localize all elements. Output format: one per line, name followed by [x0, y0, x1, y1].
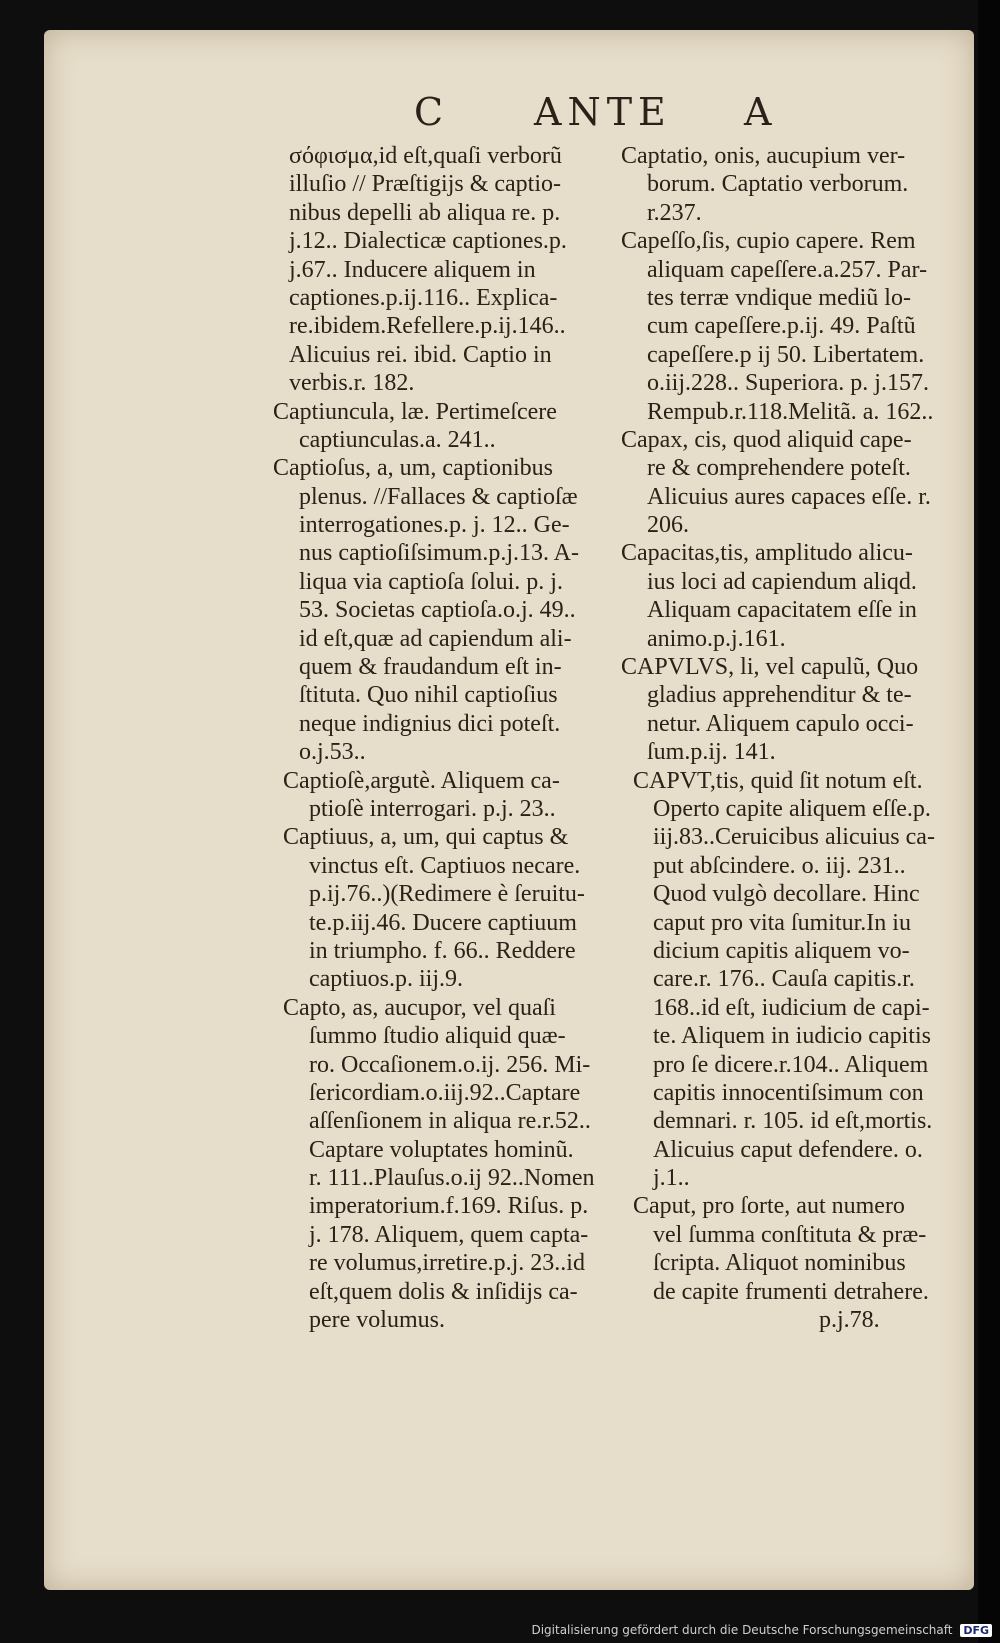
- text-line: Rempub.r.118.Melitã. a. 162..: [647, 398, 934, 425]
- text-line: p.ij.76..)(Redimere è ſeruitu-: [309, 881, 585, 908]
- text-line: re & comprehendere poteſt.: [647, 455, 911, 482]
- text-line: Aliquam capacitatem eſſe in: [647, 597, 917, 624]
- text-line: illuſio // Præſtigijs & captio-: [289, 171, 562, 198]
- text-line: ſericordiam.o.iij.92..Captare: [309, 1079, 581, 1106]
- running-head-left: C: [414, 90, 450, 134]
- text-line: gladius apprehenditur & te-: [647, 682, 912, 709]
- text-line: ſtituta. Quo nihil captioſius: [299, 682, 558, 709]
- text-line: o.j.53..: [299, 739, 366, 766]
- text-line: caput pro vita ſumitur.In iu: [653, 909, 911, 936]
- text-line: id eſt,quæ ad capiendum ali-: [299, 625, 572, 652]
- text-line: borum. Captatio verborum.: [647, 171, 909, 198]
- text-line: Caput, pro ſorte, aut numero: [633, 1193, 905, 1220]
- text-line: Captiuncula, læ. Pertimeſcere: [273, 398, 557, 425]
- text-line: nus captioſiſsimum.p.j.13. A-: [299, 540, 579, 567]
- text-line: ſum.p.ij. 141.: [647, 739, 776, 766]
- book-spine-edge: [978, 0, 1000, 1643]
- text-line: Capto, as, aucupor, vel quaſi: [283, 994, 556, 1021]
- text-line: Quod vulgò decollare. Hinc: [653, 881, 920, 908]
- text-line: nibus depelli ab aliqua re. p.: [289, 199, 561, 226]
- running-head-right: A: [744, 90, 778, 134]
- text-line: liqua via captioſa ſolui. p. j.: [299, 568, 563, 595]
- text-line: capitis innocentiſsimum con: [653, 1079, 924, 1106]
- text-line: re.ibidem.Refellere.p.ij.146..: [289, 313, 566, 340]
- text-line: captiones.p.ij.116.. Explica-: [289, 284, 558, 311]
- text-line: captiuos.p. iij.9.: [309, 966, 463, 993]
- text-line: cum capeſſere.p.ij. 49. Paſtũ: [647, 313, 916, 340]
- text-line: 53. Societas captioſa.o.j. 49..: [299, 597, 576, 624]
- text-line: netur. Aliquem capulo occi-: [647, 710, 914, 737]
- text-line: imperatorium.f.169. Riſus. p.: [309, 1193, 589, 1220]
- text-line: vinctus eſt. Captiuos necare.: [309, 852, 581, 879]
- text-line: verbis.r. 182.: [289, 370, 415, 397]
- funding-footer: [531, 1623, 992, 1637]
- text-line: Captioſus, a, um, captionibus: [273, 455, 553, 482]
- text-line: demnari. r. 105. id eſt,mortis.: [653, 1108, 933, 1135]
- text-line: r. 111..Plauſus.o.ij 92..Nomen: [309, 1165, 595, 1192]
- text-line: p.j.78.: [819, 1307, 880, 1334]
- text-line: CAPVT,tis, quid ſit notum eſt.: [633, 767, 923, 794]
- text-line: pro ſe dicere.r.104.. Aliquem: [653, 1051, 929, 1078]
- funding-text: Digitalisierung gefördert durch die Deutsche Forschungsgemeinschaft: [531, 1623, 953, 1637]
- text-line: te. Aliquem in iudicio capitis: [653, 1023, 931, 1050]
- text-line: Alicuius caput defendere. o.: [653, 1136, 923, 1163]
- text-line: plenus. //Fallaces & captioſæ: [299, 483, 578, 510]
- text-line: iij.83..Ceruicibus alicuius ca-: [653, 824, 935, 851]
- text-line: Captioſè,argutè. Aliquem ca-: [283, 767, 560, 794]
- text-line: capeſſere.p ij 50. Libertatem.: [647, 341, 925, 368]
- text-line: r.237.: [647, 199, 702, 226]
- text-line: Capeſſo,ſis, cupio capere. Rem: [621, 228, 916, 255]
- text-line: ptioſè interrogari. p.j. 23..: [309, 795, 556, 822]
- text-line: Alicuius rei. ibid. Captio in: [289, 341, 552, 368]
- text-line: ius loci ad capiendum aliqd.: [647, 568, 917, 595]
- text-line: ſcripta. Aliquot nominibus: [653, 1250, 906, 1277]
- text-line: tes terræ vndique mediũ lo-: [647, 284, 911, 311]
- text-line: 168..id eſt, iudicium de capi-: [653, 994, 930, 1021]
- text-line: j. 178. Aliquem, quem capta-: [309, 1221, 589, 1248]
- text-line: Captare voluptates hominũ.: [309, 1136, 574, 1163]
- text-line: pere volumus.: [309, 1307, 445, 1334]
- right-column: [621, 142, 984, 1334]
- text-line: j.1..: [653, 1165, 690, 1192]
- text-line: vel ſumma conſtituta & præ-: [653, 1221, 927, 1248]
- book-page: [44, 30, 974, 1590]
- text-line: care.r. 176.. Cauſa capitis.r.: [653, 966, 915, 993]
- text-line: j.67.. Inducere aliquem in: [289, 256, 536, 283]
- text-line: j.12.. Dialecticæ captiones.p.: [289, 228, 567, 255]
- text-line: animo.p.j.161.: [647, 625, 786, 652]
- text-line: de capite frumenti detrahere.: [653, 1278, 929, 1305]
- text-line: Captatio, onis, aucupium ver-: [621, 143, 906, 169]
- text-line: σόφισμα,id eſt,quaſi verborũ: [289, 143, 562, 169]
- text-line: o.iij.228.. Superiora. p. j.157.: [647, 370, 929, 397]
- text-line: te.p.iij.46. Ducere captiuum: [309, 909, 577, 936]
- text-line: in triumpho. f. 66.. Reddere: [309, 937, 576, 964]
- text-line: CAPVLVS, li, vel capulũ, Quo: [621, 654, 919, 681]
- text-line: ro. Occaſionem.o.ij. 256. Mi-: [309, 1051, 591, 1078]
- text-line: neque indignius dici poteſt.: [299, 710, 561, 737]
- text-line: eſt,quem dolis & inſidijs ca-: [309, 1278, 578, 1305]
- text-line: quem & fraudandum eſt in-: [299, 654, 562, 681]
- text-line: 206.: [647, 512, 689, 539]
- running-head-center: ANTE: [534, 90, 672, 134]
- text-line: Capacitas,tis, amplitudo alicu-: [621, 540, 913, 567]
- text-line: aliquam capeſſere.a.257. Par-: [647, 256, 928, 283]
- text-line: Captiuus, a, um, qui captus &: [283, 824, 569, 851]
- running-head: [44, 90, 974, 140]
- text-line: aſſenſionem in aliqua re.r.52..: [309, 1108, 591, 1135]
- left-column: [273, 142, 634, 1334]
- text-line: put abſcindere. o. iij. 231..: [653, 852, 906, 879]
- text-line: interrogationes.p. j. 12.. Ge-: [299, 512, 570, 539]
- text-line: Capax, cis, quod aliquid cape-: [621, 426, 912, 453]
- text-line: re volumus,irretire.p.j. 23..id: [309, 1250, 585, 1277]
- text-line: Operto capite aliquem eſſe.p.: [653, 795, 931, 822]
- dfg-logo: DFG: [960, 1624, 992, 1637]
- text-line: dicium capitis aliquem vo-: [653, 937, 910, 964]
- text-line: ſummo ſtudio aliquid quæ-: [309, 1023, 566, 1050]
- text-line: captiunculas.a. 241..: [299, 426, 496, 453]
- text-line: Alicuius aures capaces eſſe. r.: [647, 483, 931, 510]
